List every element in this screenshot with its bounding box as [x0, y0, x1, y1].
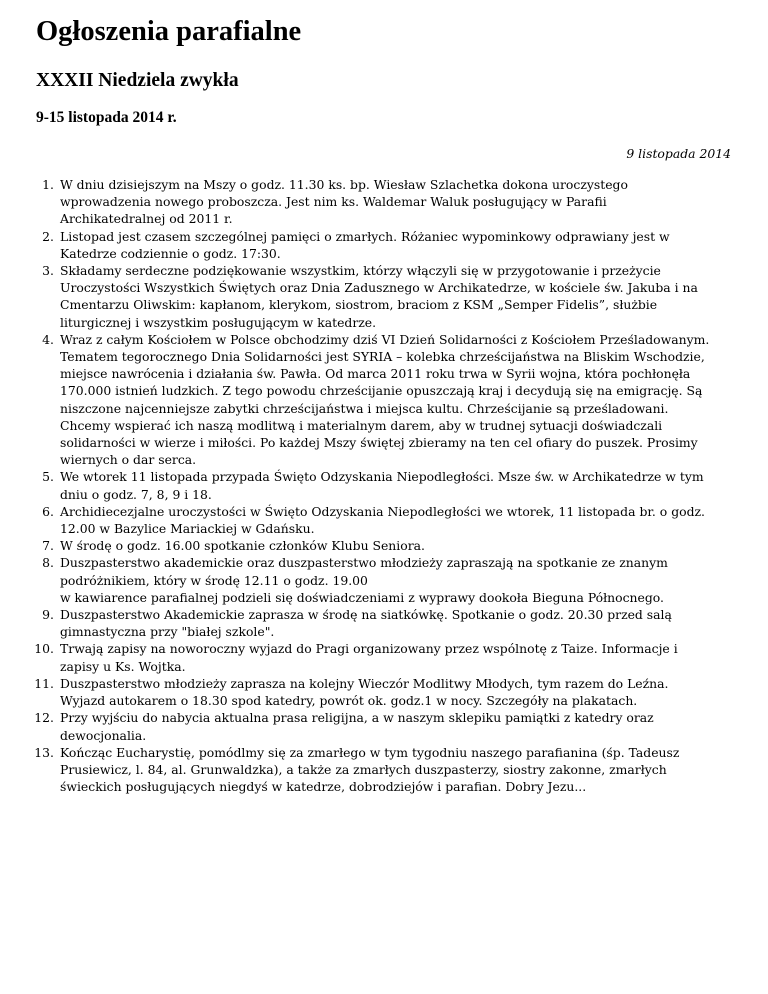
page-title: Ogłoszenia parafialne — [36, 16, 302, 47]
item-text-line: Tematem tegorocznego Dnia Solidarności jest SYRIA – kolebka chrześcijaństwa na Bliskim Wschodzie, — [60, 349, 705, 365]
announcement-item — [36, 468, 732, 502]
announcement-item — [36, 176, 732, 228]
item-text-line: Archikatedralnej od 2011 r. — [60, 211, 233, 227]
announcement-item — [36, 554, 732, 606]
page-subtitle: XXXII Niedziela zwykła — [36, 70, 239, 91]
item-text-line: świeckich posługujących niegdyś w katedrze, dobrodziejów i parafian. Dobry Jezu... — [60, 779, 587, 795]
item-text-line: Składamy serdeczne podziękowanie wszystkim, którzy włączyli się w przygotowanie i przeżycie — [60, 263, 661, 279]
item-text-line: Cmentarzu Oliwskim: kapłanom, klerykom, siostrom, braciom z KSM „Semper Fidelis”, służbie — [60, 297, 658, 313]
item-number: 7. — [42, 538, 54, 554]
item-number: 6. — [42, 503, 54, 519]
item-text-line: wiernych o dar serca. — [60, 452, 197, 468]
item-number: 13. — [34, 744, 54, 760]
item-text-line: 170.000 istnień ludzkich. Z tego powodu chrześcijanie opuszczają kraj i decydują się na emigrację. Są — [60, 383, 703, 399]
item-text-line: Katedrze codziennie o godz. 17:30. — [60, 245, 281, 261]
item-text-line: w kawiarence parafialnej podzieli się doświadczeniami z wyprawy dookoła Bieguna Północnego. — [60, 589, 664, 605]
item-text-line: Przy wyjściu do nabycia aktualna prasa religijna, a w naszym sklepiku pamiątki z katedry oraz — [60, 710, 654, 726]
item-text-line: Kończąc Eucharystię, pomódlmy się za zmarłego w tym tygodniu naszego parafianina (śp. Tadeusz — [60, 744, 680, 760]
announcement-item — [36, 709, 732, 743]
date-range-heading: 9-15 listopada 2014 r. — [36, 109, 177, 126]
announcement-item — [36, 606, 732, 640]
item-text-line: Duszpasterstwo akademickie oraz duszpasterstwo młodzieży zapraszają na spotkanie ze znanym — [60, 555, 668, 571]
item-text-line: Duszpasterstwo młodzieży zaprasza na kolejny Wieczór Modlitwy Młodych, tym razem do Leźna. — [60, 675, 669, 691]
item-text-line: Duszpasterstwo Akademickie zaprasza w środę na siatkówkę. Spotkanie o godz. 20.30 przed salą — [60, 607, 672, 623]
announcement-item — [36, 503, 732, 537]
item-number: 11. — [34, 675, 54, 691]
item-text-line: wprowadzenia nowego proboszcza. Jest nim ks. Waldemar Waluk posługujący w Parafii — [60, 194, 607, 210]
item-text-line: Uroczystości Wszystkich Świętych oraz Dnia Zadusznego w Archikatedrze, w kościele św. Jakuba i na — [60, 280, 698, 296]
dateline: 9 listopada 2014 — [626, 146, 731, 161]
announcement-item — [36, 537, 732, 554]
item-text-line: miejsce nawrócenia i działania św. Pawła. Od marca 2011 roku trwa w Syrii wojna, która pochłonęła — [60, 366, 691, 382]
item-number: 5. — [42, 469, 54, 485]
item-number: 4. — [42, 331, 54, 347]
announcement-item — [36, 744, 732, 796]
announcement-item — [36, 262, 732, 331]
item-text-line: gimnastyczna przy "białej szkole". — [60, 624, 275, 640]
item-number: 8. — [42, 555, 54, 571]
item-text-line: W dniu dzisiejszym na Mszy o godz. 11.30 ks. bp. Wiesław Szlachetka dokona uroczystego — [60, 177, 628, 192]
announcement-item — [36, 331, 732, 469]
item-text-line: dniu o godz. 7, 8, 9 i 18. — [60, 486, 212, 502]
item-text-line: Prusiewicz, l. 84, al. Grunwaldzka), a także za zmarłych duszpasterzy, siostry zakonne, zmarłych — [60, 761, 667, 777]
item-text-line: Chcemy wspierać ich naszą modlitwą i materialnym darem, aby w trudnej sytuacji doświadczali — [60, 417, 663, 433]
item-text-line: Wyjazd autokarem o 18.30 spod katedry, powrót ok. godz.1 w nocy. Szczegóły na plakatach. — [60, 693, 638, 709]
item-number: 3. — [42, 263, 54, 279]
item-text-line: Listopad jest czasem szczególnej pamięci o zmarłych. Różaniec wypominkowy odprawiany jest w — [60, 228, 670, 244]
announcement-item — [36, 640, 732, 674]
item-text-line: zapisy u Ks. Wojtka. — [60, 658, 186, 674]
announcement-item — [36, 228, 732, 262]
item-number: 9. — [42, 607, 54, 623]
item-number: 1. — [42, 177, 54, 192]
item-text-line: W środę o godz. 16.00 spotkanie członków Klubu Seniora. — [60, 538, 425, 554]
item-text-line: dewocjonalia. — [60, 727, 147, 743]
item-text-line: Trwają zapisy na noworoczny wyjazd do Pragi organizowany przez wspólnotę z Taize. Informacje i — [60, 641, 678, 657]
item-text-line: We wtorek 11 listopada przypada Święto Odzyskania Niepodległości. Msze św. w Archikatedrze w tym — [60, 469, 704, 485]
item-number: 10. — [34, 641, 54, 657]
item-text-line: liturgicznej i wszystkim posługującym w katedrze. — [60, 314, 377, 330]
item-text-line: Archidiecezjalne uroczystości w Święto Odzyskania Niepodległości we wtorek, 11 listopada br. o godz. — [60, 503, 705, 519]
announcement-item — [36, 675, 732, 709]
item-number: 2. — [42, 228, 54, 244]
item-text-line: solidarności w wierze i miłości. Po każdej Mszy świętej zbieramy na ten cel ofiary do puszek. Prosimy — [60, 435, 698, 451]
item-text-line: podróżnikiem, który w środę 12.11 o godz. 19.00 — [60, 572, 368, 588]
item-text-line: Wraz z całym Kościołem w Polsce obchodzimy dziś VI Dzień Solidarności z Kościołem Prześladowanym. — [60, 331, 710, 347]
item-text-line: 12.00 w Bazylice Mariackiej w Gdańsku. — [60, 521, 315, 537]
item-text-line: niszczone najcenniejsze zabytki chrześcijaństwa i miejsca kultu. Chrześcijanie są prześladowani. — [60, 400, 669, 416]
announcements-list — [36, 176, 732, 795]
item-number: 12. — [34, 710, 54, 726]
